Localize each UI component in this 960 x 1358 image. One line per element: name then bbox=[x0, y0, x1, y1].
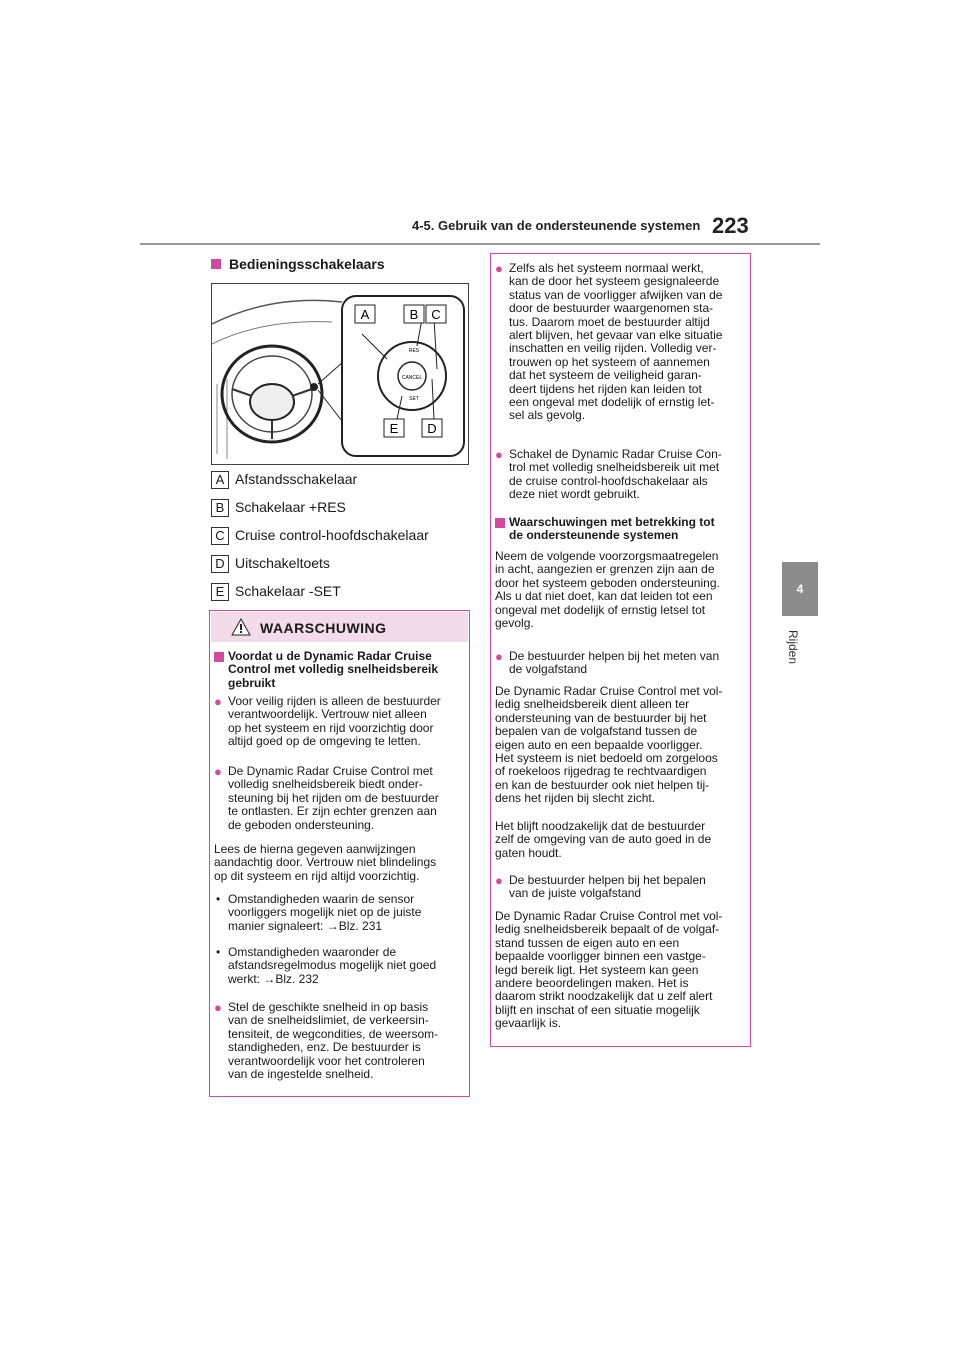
warning-paragraph: De Dynamic Radar Cruise Control met vol- ledig snelheidsbereik dient alleen ter ondersteuning van de bestuurder bij het bepalen van de volgafstand tussen de eigen auto en een bepaalde voorligger. Het systeem is niet bedoeld om zorgeloos of roekeloos rijgedrag te rechtvaardigen en kan de bestuurder ook niet helpen tij- dens het rijden bij slecht zicht. bbox=[495, 684, 723, 806]
chapter-tab: 4 bbox=[782, 562, 818, 616]
figure-label-b: B bbox=[409, 307, 419, 322]
warning-paragraph: De Dynamic Radar Cruise Control met vol- ledig snelheidsbereik bepaalt of de volgaf- stand tussen de eigen auto en een bepaalde voorligger binnen een vastge- legd bereik ligt. Het systeem kan geen andere beoordelingen maken. Het is daarom strikt noodzakelijk dat u zelf alert blijft en inschat of een situatie mogelijk gevaarlijk is. bbox=[495, 909, 723, 1031]
figure-label-c: C bbox=[431, 307, 441, 322]
warning-dot-item: • Omstandigheden waaronder de afstandsregelmodus mogelijk niet goed werkt: →Blz. 232 bbox=[216, 945, 437, 986]
section-heading bbox=[211, 256, 385, 272]
cancel-label: CANCEL bbox=[401, 375, 423, 381]
warning-bullet: ● Voor veilig rijden is alleen de bestuurder verantwoordelijk. Vertrouw niet alleen op het systeem en rijd voorzichtig door altijd goed op de omgeving te letten. bbox=[214, 694, 441, 749]
warning-dot-item: • Omstandigheden waarin de sensor voorliggers mogelijk niet op de juiste manier signaleert: →Blz. 231 bbox=[216, 892, 422, 933]
square-bullet-icon bbox=[211, 259, 221, 269]
warning-bullet: ● Stel de geschikte snelheid in op basis van de snelheidslimiet, de verkeersin- tensiteit, de wegcondities, de weersom- standigheden, enz. De bestuurder is verantwoordelijk voor het controleren van de ingestelde snelheid. bbox=[214, 1000, 439, 1082]
warning-bullet: ● De bestuurder helpen bij het bepalen van de juiste volgafstand bbox=[495, 873, 706, 901]
legend-item: B Schakelaar +RES bbox=[211, 499, 346, 517]
res-label: RES bbox=[408, 348, 420, 354]
warning-subheading: Voordat u de Dynamic Radar Cruise Control met volledig snelheidsbereik gebruikt bbox=[214, 650, 464, 690]
page-number: 223 bbox=[712, 213, 749, 238]
warning-subheading: Waarschuwingen met betrekking tot de ondersteunende systemen bbox=[495, 516, 745, 543]
warning-bullet: ● De bestuurder helpen bij het meten van de volgafstand bbox=[495, 649, 720, 677]
legend-item: A Afstandsschakelaar bbox=[211, 471, 357, 489]
section-title: 4-5. Gebruik van de ondersteunende systemen bbox=[412, 218, 701, 233]
set-label: SET bbox=[409, 396, 419, 402]
warning-paragraph: Het blijft noodzakelijk dat de bestuurder zelf de omgeving van de auto goed in de gaten houdt. bbox=[495, 819, 712, 860]
steering-wheel-figure bbox=[211, 283, 469, 465]
figure-label-e: E bbox=[389, 421, 399, 436]
warning-paragraph: Lees de hierna gegeven aanwijzingen aandachtig door. Vertrouw niet blindelings op dit systeem en rijd altijd voorzichtig. bbox=[214, 842, 437, 883]
warning-header bbox=[211, 612, 468, 642]
chapter-label: Rijden bbox=[786, 630, 800, 665]
figure-label-d: D bbox=[427, 421, 437, 436]
section-heading-text: Bedieningsschakelaars bbox=[229, 256, 385, 272]
legend-item: D Uitschakeltoets bbox=[211, 555, 330, 573]
warning-bullet: ● Schakel de Dynamic Radar Cruise Con- trol met volledig snelheidsbereik uit met de cruise control-hoofdschakelaar als deze niet wordt gebruikt. bbox=[495, 447, 722, 502]
warning-triangle-icon bbox=[231, 618, 251, 636]
figure-label-a: A bbox=[360, 307, 370, 322]
warning-bullet: ● Zelfs als het systeem normaal werkt, kan de door het systeem gesignaleerde status van de voorligger afwijken van de door de bestuurder waargenomen sta- tus. Daarom moet de bestuurder altijd alert blijven, het gevaar van elke situatie inschatten en veilig rijden. Volledig ver- trouwen op het systeem of aannemen dat het systeem de veiligheid garan- deert tijdens het rijden kan leiden tot een ongeval met dodelijk of ernstig let- sel als gevolg. bbox=[495, 261, 723, 423]
warning-title: WAARSCHUWING bbox=[260, 620, 387, 636]
warning-paragraph: Neem de volgende voorzorgsmaatregelen in acht, aangezien er grenzen zijn aan de door het systeem geboden ondersteuning. Als u dat niet doet, kan dat leiden tot een ongeval met dodelijk of ernstig letsel tot gevolg. bbox=[495, 549, 720, 631]
legend-item: E Schakelaar -SET bbox=[211, 583, 341, 601]
header-divider bbox=[140, 243, 820, 245]
warning-bullet: ● De Dynamic Radar Cruise Control met volledig snelheidsbereik biedt onder- steuning bij het rijden om de bestuurder te ontlasten. Er zijn echter grenzen aan de geboden ondersteuning. bbox=[214, 764, 439, 832]
steering-wheel-illustration bbox=[212, 284, 468, 464]
legend-item: C Cruise control-hoofdschakelaar bbox=[211, 527, 429, 545]
